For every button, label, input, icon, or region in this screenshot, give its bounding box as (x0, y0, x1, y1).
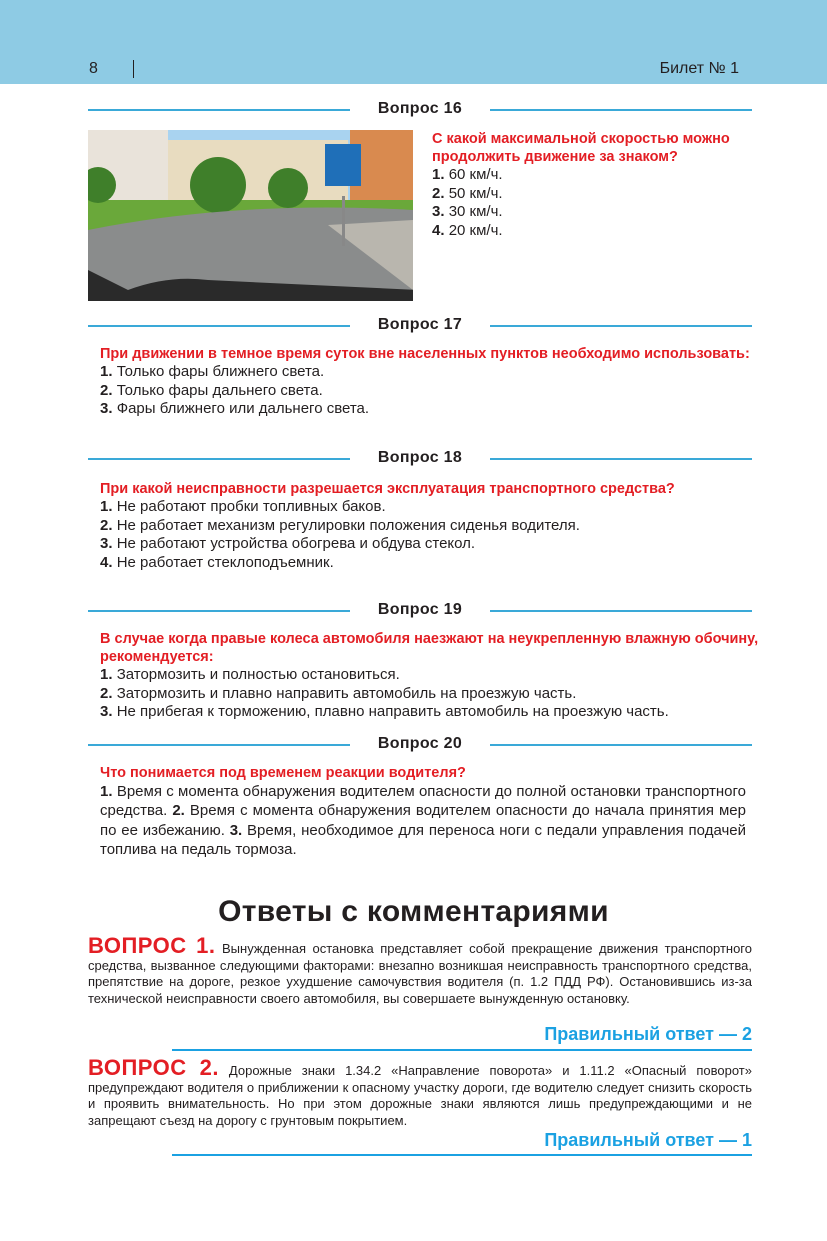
question-header: Вопрос 16 (88, 100, 752, 120)
question-16 (432, 130, 752, 241)
question-19 (100, 630, 760, 722)
question-text: С какой максимальной скоростью можно продолжить движение за знаком? (432, 131, 730, 165)
question-header: Вопрос 19 (88, 601, 752, 621)
divider (172, 1154, 752, 1156)
option: 3. Не работают устройства обогрева и обдува стекол. (100, 535, 476, 553)
option: 1. 60 км/ч. (432, 166, 503, 183)
question-17 (100, 345, 760, 419)
correct-answer-1: Правильный ответ — 2 (544, 1024, 752, 1044)
option: 1. Затормозить и полностью остановиться. (100, 666, 400, 683)
question-20 (100, 764, 746, 859)
option: 1. Не работают пробки топливных баков. (100, 498, 386, 515)
question-header: Вопрос 20 (88, 735, 752, 755)
answer-2: ВОПРОС 2. Дорожные знаки 1.34.2 «Направление поворота» и 1.11.2 «Опасный поворот» предупреждают водителя о приближении к опасному участку дороги, где водителю следует снизить скорость и проявить внимательность. Но при этом дорожные знаки являются лишь предупреждающими и не запрещают съезд на дорогу с грунтовым покрытием. (88, 1055, 752, 1128)
page-number: 8 (89, 60, 98, 77)
options-paragraph: 1. Время с момента обнаружения водителем опасности до полной остановки транспортного средства. 2. Время с момента обнаружения водителем опасности до начала принятия мер по ее избежанию. 3. Время, необходимое для переноса ноги с педали управления подачей топлива на педаль тормоза. (100, 783, 746, 858)
option: 2. Только фары дальнего света. (100, 381, 323, 399)
option: 3. Не прибегая к торможению, плавно направить автомобиль на проезжую часть. (100, 703, 669, 721)
correct-answer-2: Правильный ответ — 1 (544, 1130, 752, 1150)
question-text: Что понимается под временем реакции водителя? (100, 765, 466, 781)
option: 3. 30 км/ч. (432, 203, 503, 221)
question-text: При какой неисправности разрешается эксплуатация транспортного средства? (100, 481, 675, 497)
question-header: Вопрос 18 (88, 449, 752, 469)
option: 2. Затормозить и плавно направить автомобиль на проезжую часть. (100, 684, 577, 702)
answers-title: Ответы с комментариями (218, 895, 609, 928)
answer-1: ВОПРОС 1. Вынужденная остановка представляет собой прекращение движения транспортного средства, вызванное следующими факторами: внезапно возникшая неисправность транспортного средства, препятствие на дороге, резкое ухудшение самочувствия водителя (п. 1.2 ПДД РФ). Остановившись из-за технической неисправности своего автомобиля, вы совершаете вынужденную остановку. (88, 933, 752, 1006)
ticket-label: Билет № 1 (659, 60, 739, 77)
question-18 (100, 480, 700, 573)
question-text: В случае когда правые колеса автомобиля наезжают на неукрепленную влажную обочину, рекомендуется: (100, 631, 759, 665)
option: 4. Не работает стеклоподъемник. (100, 554, 334, 572)
option: 2. Не работает механизм регулировки положения сиденья водителя. (100, 516, 580, 534)
question-header: Вопрос 17 (88, 316, 752, 336)
option: 1. Только фары ближнего света. (100, 363, 325, 380)
divider (133, 60, 134, 78)
divider (172, 1049, 752, 1051)
option: 3. Фары ближнего или дальнего света. (100, 400, 370, 418)
question-16-image (88, 130, 413, 301)
question-text: При движении в темное время суток вне населенных пунктов необходимо использовать: (100, 346, 750, 362)
option: 4. 20 км/ч. (432, 222, 503, 240)
option: 2. 50 км/ч. (432, 184, 503, 202)
